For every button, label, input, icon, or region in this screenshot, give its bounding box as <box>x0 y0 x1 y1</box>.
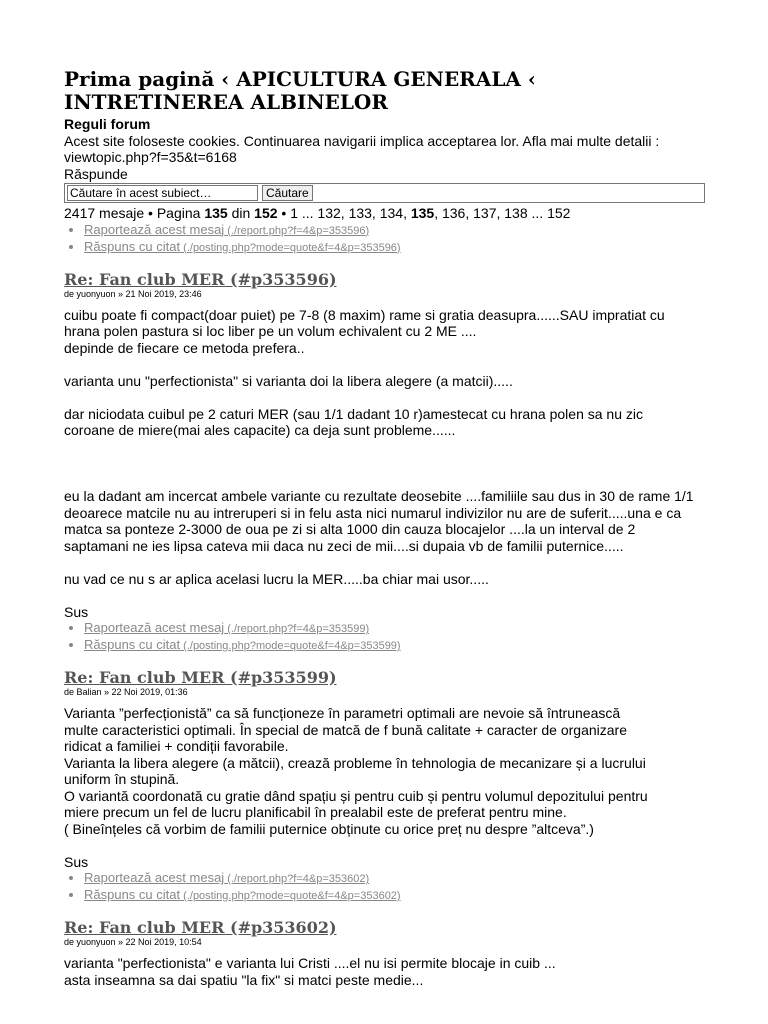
pagination <box>64 205 704 222</box>
quote-url[interactable]: (./posting.php?mode=quote&f=4&p=353596) <box>180 241 401 254</box>
report-link[interactable]: Raportează acest mesaj <box>84 221 225 237</box>
post-actions <box>64 620 704 654</box>
post-text-line: varianta unu "perfectionista" si varianta doi la libera alegere (a matcii)..... <box>64 372 513 389</box>
post-count: 2417 mesaje • Pagina <box>64 205 205 221</box>
post-meta: de Balian » 22 Noi 2019, 01:36 <box>64 687 188 697</box>
search-input[interactable] <box>67 185 258 201</box>
post-text-line: uniform în stupină. <box>64 771 180 787</box>
post-text-line <box>64 439 704 456</box>
post-text-line: multe caracteristici optimali. În special de matcă de f bună calitate + caracter de organizare <box>64 721 628 738</box>
post-text-line: depinde de fiecare ce metoda prefera.. <box>64 339 305 356</box>
post-text-line <box>64 455 704 472</box>
pagination-of: din <box>227 205 255 221</box>
quote-url[interactable]: (./posting.php?mode=quote&f=4&p=353602) <box>180 890 401 902</box>
list-item <box>84 887 704 904</box>
post-text-line: O variantă coordonată cu gratie dând spațiu și pentru cuib și pentru volumul depozitului pentru <box>64 787 648 804</box>
quote-url[interactable]: (./posting.php?mode=quote&f=4&p=353599) <box>180 640 401 652</box>
post-text-line: deoarece matcile nu au intreruperi si in felu asta nici numarul indivizilor nu are de suferit.....una e ca <box>64 504 682 521</box>
post-text-line: miere precum un fel de lucru planificabil în prealabil este de preferat pentru mine. <box>64 804 567 820</box>
report-url[interactable]: (./report.php?f=4&p=353599) <box>224 623 370 635</box>
post-title[interactable]: Re: Fan club MER (#p353602) <box>64 918 337 937</box>
total-pages: 152 <box>254 205 278 221</box>
post-text-line <box>64 554 704 571</box>
post-text-line: Varianta ”perfecționistă” ca să funcționeze în parametri optimali are nevoie să întrunească <box>64 705 621 721</box>
list-item <box>84 870 704 887</box>
post-actions <box>64 870 704 904</box>
post-text-line <box>64 587 704 604</box>
list-item <box>84 637 704 654</box>
post-text-line <box>64 356 704 373</box>
cookie-notice: Acest site foloseste cookies. Continuarea navigarii implica acceptarea lor. Afla mai multe detalii : <box>64 132 660 149</box>
current-page-marker: 135 <box>410 205 435 221</box>
post-body <box>64 705 704 870</box>
post-text-line: hrana polen pastura si loc liber pe un volum echivalent cu 2 ME .... <box>64 323 477 339</box>
list-item <box>84 620 704 637</box>
post-text-line: ( Bineînțeles că vorbim de familii puternice obținute cu orice preț nu despre ”altceva”.) <box>64 820 594 837</box>
post-text-line: nu vad ce nu s ar aplica acelasi lucru la MER.....ba chiar mai usor..... <box>64 570 489 587</box>
page-links-after[interactable]: , 136, 137, 138 ... 152 <box>434 205 571 221</box>
top-actions <box>64 222 704 256</box>
page-links[interactable]: • 1 ... 132, 133, 134, <box>277 205 411 221</box>
post-text-line: Varianta la libera alegere (a mătcii), crează probleme în tehnologia de mecanizare și a lucrului <box>64 754 646 771</box>
report-link[interactable]: Raportează acest mesaj <box>84 620 225 635</box>
post-text-line: cuibu poate fi compact(doar puiet) pe 7-8 (8 maxim) rame si gratia deasupra......SAU impratiat cu <box>64 306 665 323</box>
quote-link[interactable]: Răspuns cu citat <box>84 887 181 902</box>
list-item <box>84 222 704 239</box>
post-text-line: dar niciodata cuibul pe 2 caturi MER (sau 1/1 dadant 10 r)amestecat cu hrana polen sa nu zic <box>64 405 643 422</box>
post-meta: de yuonyuon » 22 Noi 2019, 10:54 <box>64 937 202 947</box>
search-box <box>64 183 705 203</box>
post-text-line: varianta "perfectionista" e varianta lui Cristi ....el nu isi permite blocaje in cuib ... <box>64 955 556 971</box>
post-meta: de yuonyuon » 21 Noi 2019, 23:46 <box>64 288 202 299</box>
post-text-line: matca sa ponteze 2-3000 de oua pe zi si alta 1000 din cauza blocajelor ....la un interval de 2 <box>64 521 636 537</box>
list-item <box>84 239 704 256</box>
quote-link[interactable]: Răspuns cu citat <box>84 238 181 254</box>
post-body <box>64 955 704 988</box>
report-url[interactable]: (./report.php?f=4&p=353596) <box>224 224 370 237</box>
search-button[interactable]: Căutare <box>262 185 313 201</box>
quote-link[interactable]: Răspuns cu citat <box>84 637 181 652</box>
cookie-details-link[interactable]: viewtopic.php?f=35&t=6168 <box>64 149 237 165</box>
post-text-line: asta inseamna sa dai spatiu "la fix" si matci peste medie... <box>64 971 424 988</box>
reply-link[interactable]: Răspunde <box>64 165 128 182</box>
post-body <box>64 307 704 621</box>
post-text-line <box>64 837 704 854</box>
report-url[interactable]: (./report.php?f=4&p=353602) <box>224 873 370 885</box>
post-text-line <box>64 472 704 489</box>
report-link[interactable]: Raportează acest mesaj <box>84 870 225 885</box>
forum-rules-link[interactable]: Reguli forum <box>64 116 151 132</box>
post-text-line: eu la dadant am incercat ambele variante cu rezultate deosebite ....familiile sau dus in 30 de rame 1/1 <box>64 488 694 504</box>
back-to-top-link[interactable]: Sus <box>64 853 89 870</box>
post-text-line <box>64 389 704 406</box>
post-text-line: saptamani ne ies lipsa cateva mii daca nu zeci de mii....si dupaia vb de familii puternice..... <box>64 537 624 554</box>
post-title[interactable]: Re: Fan club MER (#p353599) <box>64 668 337 687</box>
post-text-line: ridicat a familiei + condiții favorabile. <box>64 738 289 754</box>
post-text-line: coroane de miere(mai ales capacite) ca deja sunt probleme...... <box>64 422 456 438</box>
back-to-top-link[interactable]: Sus <box>64 603 89 620</box>
post-title[interactable]: Re: Fan club MER (#p353596) <box>64 269 337 289</box>
current-page: 135 <box>204 205 228 221</box>
page-title: Prima pagină ‹ APICULTURA GENERALA ‹ INTRETINEREA ALBINELOR <box>64 67 536 114</box>
